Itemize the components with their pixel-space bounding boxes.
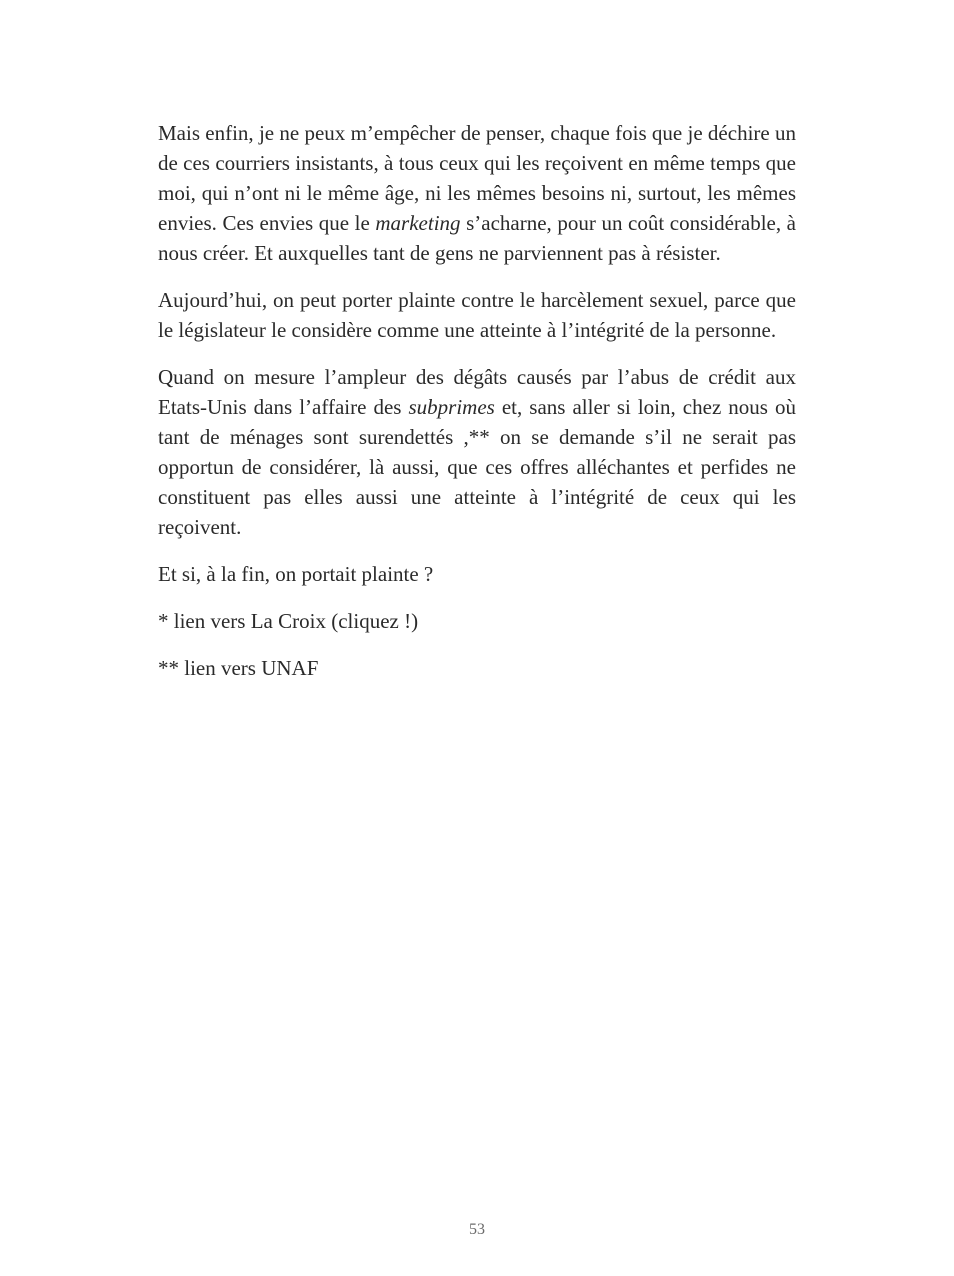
text-body: [158, 118, 796, 700]
paragraph-4: Et si, à la fin, on portait plainte ?: [158, 562, 434, 586]
paragraph-1: [158, 118, 796, 268]
paragraph-3-emphasis: subprimes: [408, 395, 495, 419]
paragraph-3: [158, 362, 796, 542]
paragraph-3-text-start: Quand on mesure l’ampleur des dégâts causés par l’abus de crédit aux Etats-Unis dans l’affaire des: [158, 365, 796, 419]
paragraph-2: Aujourd’hui, on peut porter plainte contre le harcèlement sexuel, parce que le législateur le considère comme une atteinte à l’intégrité de la personne.: [158, 288, 796, 342]
paragraph-1-text-start: Mais enfin, je ne peux m’empêcher de penser, chaque fois que je déchire un de ces courriers insistants, à tous ceux qui les reçoivent en même temps que moi, qui n’ont ni le même âge, ni les mêmes besoins ni, surtout, les mêmes envies. Ces envies que le: [158, 121, 796, 235]
footnote-unaf-link[interactable]: ** lien vers UNAF: [158, 656, 319, 680]
paragraph-1-emphasis: marketing: [375, 211, 461, 235]
page-number: 53: [469, 1221, 485, 1238]
footnote-la-croix-link[interactable]: * lien vers La Croix (cliquez !): [158, 609, 419, 633]
paragraph-3-text-end: et, sans aller si loin, chez nous où tant de ménages sont surendettés ,** on se demande s’il ne serait pas opportun de considérer, là aussi, que ces offres alléchantes et perfides ne constituent pas elles aussi une atteinte à l’intégrité de ceux qui les reçoivent.: [158, 395, 796, 539]
paragraph-1-text-end: s’acharne, pour un coût considérable, à nous créer. Et auxquelles tant de gens ne parviennent pas à résister.: [158, 211, 797, 265]
